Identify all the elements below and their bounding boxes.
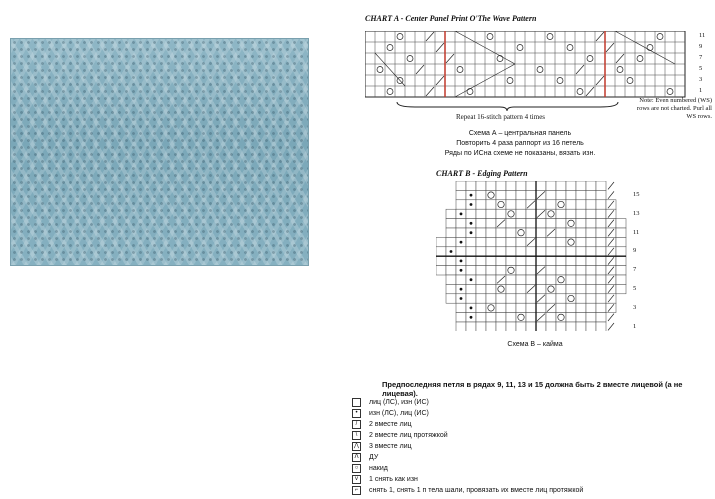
grid-cell xyxy=(526,266,536,275)
row-number: 15 xyxy=(633,191,640,198)
grid-cell xyxy=(456,275,466,284)
grid-cell xyxy=(566,303,576,312)
grid-cell xyxy=(516,237,526,246)
grid-cell xyxy=(576,266,586,275)
grid-cell xyxy=(576,190,586,199)
grid-cell xyxy=(596,181,606,190)
knitted-lace-photo xyxy=(10,38,309,266)
grid-cell xyxy=(566,247,576,256)
grid-cell xyxy=(556,294,566,303)
grid-cell xyxy=(456,200,466,209)
grid-cell xyxy=(616,247,626,256)
grid-cell xyxy=(556,256,566,265)
grid-cell xyxy=(446,219,456,228)
grid-cell xyxy=(456,190,466,199)
chart-a-ru-caption xyxy=(420,129,620,159)
grid-cell xyxy=(526,303,536,312)
grid-cell xyxy=(486,219,496,228)
grid-cell xyxy=(616,284,626,293)
grid-cell xyxy=(476,322,486,331)
grid-cell xyxy=(596,219,606,228)
grid-cell xyxy=(506,219,516,228)
grid-cell xyxy=(566,256,576,265)
slash-square-icon: / xyxy=(352,420,361,429)
grid-cell xyxy=(576,181,586,190)
legend-label: 1 снять как изн xyxy=(369,475,418,483)
grid-cell xyxy=(466,247,476,256)
purl-dot xyxy=(470,307,473,310)
grid-cell xyxy=(576,247,586,256)
grid-cell xyxy=(506,284,516,293)
grid-cell xyxy=(476,266,486,275)
grid-cell xyxy=(566,322,576,331)
grid-cell xyxy=(556,303,566,312)
grid-cell xyxy=(616,256,626,265)
grid-cell xyxy=(536,322,546,331)
grid-cell xyxy=(556,209,566,218)
grid-cell xyxy=(556,181,566,190)
grid-cell xyxy=(586,200,596,209)
row-number: 11 xyxy=(699,32,706,39)
legend-label: изн (ЛС), лиц (ИС) xyxy=(369,409,429,417)
grid-cell xyxy=(476,247,486,256)
note-line: Note: Even numbered (WS) xyxy=(639,97,712,104)
grid-cell xyxy=(556,284,566,293)
grid-cell xyxy=(576,200,586,209)
grid-cell xyxy=(576,303,586,312)
grid-cell xyxy=(556,266,566,275)
grid-cell xyxy=(576,228,586,237)
purl-dot xyxy=(470,194,473,197)
grid-cell xyxy=(616,266,626,275)
grid-cell xyxy=(546,219,556,228)
grid-cell xyxy=(516,200,526,209)
chart-a-grid xyxy=(365,31,695,101)
legend-item xyxy=(352,463,388,473)
grid-cell xyxy=(576,284,586,293)
grid-cell xyxy=(496,247,506,256)
empty-square-icon xyxy=(352,398,361,407)
grid-cell xyxy=(456,303,466,312)
grid-cell xyxy=(556,228,566,237)
grid-cell xyxy=(506,237,516,246)
legend-item xyxy=(352,485,583,495)
grid-cell xyxy=(446,275,456,284)
grid-cell xyxy=(616,237,626,246)
grid-cell xyxy=(586,275,596,284)
du-icon: ᐱ xyxy=(352,453,361,462)
legend-item xyxy=(352,408,429,418)
grid-cell xyxy=(456,219,466,228)
grid-cell xyxy=(616,219,626,228)
grid-cell xyxy=(536,247,546,256)
grid-cell xyxy=(536,228,546,237)
double-decrease-icon: ⋀ xyxy=(352,442,361,451)
grid-cell xyxy=(486,247,496,256)
grid-cell xyxy=(476,200,486,209)
grid-cell xyxy=(476,228,486,237)
grid-cell xyxy=(516,247,526,256)
grid-cell xyxy=(586,181,596,190)
grid-cell xyxy=(466,322,476,331)
grid-cell xyxy=(596,190,606,199)
grid-cell xyxy=(476,313,486,322)
grid-cell xyxy=(526,256,536,265)
grid-cell xyxy=(466,294,476,303)
purl-dot xyxy=(460,260,463,263)
grid-cell xyxy=(596,313,606,322)
note-line: WS rows. xyxy=(686,113,712,120)
repeat-label: Repeat 16-stitch pattern 4 times xyxy=(456,113,546,121)
grid-cell xyxy=(546,237,556,246)
purl-dot xyxy=(460,241,463,244)
chart-b-row-numbers xyxy=(632,181,646,331)
grid-cell xyxy=(516,294,526,303)
grid-cell xyxy=(456,228,466,237)
legend-item xyxy=(352,419,412,429)
grid-cell xyxy=(526,275,536,284)
grid-cell xyxy=(476,181,486,190)
purl-dot xyxy=(470,231,473,234)
slip-symbol xyxy=(608,323,614,330)
purl-dot xyxy=(460,213,463,216)
chart-a-title: CHART A - Center Panel Print O'The Wave Pattern xyxy=(365,14,537,23)
grid-cell xyxy=(596,303,606,312)
grid-cell xyxy=(476,275,486,284)
grid-cell xyxy=(516,266,526,275)
caption-line: Схема А – центральная панель xyxy=(468,130,572,137)
grid-cell xyxy=(506,228,516,237)
grid-cell xyxy=(446,284,456,293)
grid-cell xyxy=(486,322,496,331)
grid-cell xyxy=(576,256,586,265)
grid-cell xyxy=(576,322,586,331)
legend-item xyxy=(352,397,429,407)
yarn-over-icon: ○ xyxy=(352,464,361,473)
purl-dot xyxy=(470,203,473,206)
grid-cell xyxy=(496,190,506,199)
grid-cell xyxy=(566,181,576,190)
grid-cell xyxy=(546,247,556,256)
grid-cell xyxy=(516,181,526,190)
grid-cell xyxy=(586,190,596,199)
grid-cell xyxy=(496,322,506,331)
grid-cell xyxy=(596,228,606,237)
grid-cell xyxy=(496,228,506,237)
grid-cell xyxy=(596,256,606,265)
grid-cell xyxy=(566,209,576,218)
grid-cell xyxy=(526,228,536,237)
row-number: 9 xyxy=(699,43,703,50)
grid-cell xyxy=(616,228,626,237)
row-number: 5 xyxy=(699,65,703,72)
row-number: 1 xyxy=(633,322,637,330)
grid-cell xyxy=(496,313,506,322)
grid-cell xyxy=(486,237,496,246)
main-note: Предпоследняя петля в рядах 9, 11, 13 и 15 должна быть 2 вместе лицевой (а не лицевая). xyxy=(382,380,683,398)
grid-cell xyxy=(496,294,506,303)
grid-cell xyxy=(566,284,576,293)
grid-cell xyxy=(456,322,466,331)
purl-dot xyxy=(460,269,463,272)
grid-cell xyxy=(436,266,446,275)
grid-cell xyxy=(576,275,586,284)
grid-cell xyxy=(466,209,476,218)
grid-cell xyxy=(496,209,506,218)
legend-item xyxy=(352,441,412,451)
grid-cell xyxy=(506,200,516,209)
grid-cell xyxy=(586,303,596,312)
grid-cell xyxy=(486,313,496,322)
grid-cell xyxy=(596,275,606,284)
grid-cell xyxy=(516,256,526,265)
grid-cell xyxy=(596,209,606,218)
grid-cell xyxy=(476,284,486,293)
grid-cell xyxy=(456,313,466,322)
grid-cell xyxy=(436,237,446,246)
row-number: 7 xyxy=(699,54,703,61)
grid-cell xyxy=(556,322,566,331)
row-number: 7 xyxy=(633,266,637,274)
grid-cell xyxy=(546,256,556,265)
row-number: 3 xyxy=(699,76,703,83)
slip-symbol xyxy=(608,182,614,189)
grid-cell xyxy=(526,294,536,303)
slip-knit-icon: ⌐ xyxy=(352,486,361,495)
grid-cell xyxy=(546,275,556,284)
grid-cell xyxy=(526,322,536,331)
legend-item xyxy=(352,474,418,484)
caption-line: Ряды по ИСна схеме не показаны, вязать изн. xyxy=(444,150,596,157)
grid-cell xyxy=(496,266,506,275)
row-number: 1 xyxy=(699,87,703,94)
purl-dot xyxy=(460,297,463,300)
grid-cell xyxy=(566,190,576,199)
grid-cell xyxy=(476,209,486,218)
row-number: 9 xyxy=(633,247,637,255)
grid-cell xyxy=(506,303,516,312)
dot-square-icon: • xyxy=(352,409,361,418)
grid-cell xyxy=(486,256,496,265)
grid-cell xyxy=(566,275,576,284)
grid-cell xyxy=(506,247,516,256)
grid-cell xyxy=(466,237,476,246)
grid-cell xyxy=(596,200,606,209)
slip-symbol xyxy=(608,191,614,198)
grid-cell xyxy=(486,294,496,303)
grid-cell xyxy=(506,275,516,284)
grid-cell xyxy=(586,322,596,331)
legend-label: лиц (ЛС), изн (ИС) xyxy=(369,398,429,406)
grid-cell xyxy=(596,294,606,303)
grid-cell xyxy=(516,284,526,293)
grid-cell xyxy=(546,181,556,190)
grid-cell xyxy=(556,237,566,246)
grid-cell xyxy=(586,237,596,246)
grid-cell xyxy=(586,294,596,303)
row-number: 13 xyxy=(633,209,640,217)
note-line: rows are not charted. Purl all xyxy=(636,105,712,112)
grid-cell xyxy=(496,181,506,190)
grid-cell xyxy=(526,247,536,256)
grid-cell xyxy=(516,190,526,199)
lace-texture xyxy=(11,39,308,265)
chart-b-title: CHART B - Edging Pattern xyxy=(436,169,528,178)
grid-cell xyxy=(466,256,476,265)
purl-dot xyxy=(460,288,463,291)
grid-cell xyxy=(516,209,526,218)
grid-cell xyxy=(576,219,586,228)
grid-cell xyxy=(506,181,516,190)
grid-cell xyxy=(556,219,566,228)
grid-cell xyxy=(586,209,596,218)
purl-dot xyxy=(470,222,473,225)
grid-cell xyxy=(526,190,536,199)
grid-cell xyxy=(496,256,506,265)
grid-cell xyxy=(586,284,596,293)
grid-cell xyxy=(536,275,546,284)
legend-label: снять 1, снять 1 п тела шали, провязать их вместе лиц протяжкой xyxy=(369,486,584,494)
grid-cell xyxy=(536,303,546,312)
grid-cell xyxy=(566,266,576,275)
grid-cell xyxy=(536,181,546,190)
grid-cell xyxy=(536,256,546,265)
grid-cell xyxy=(486,209,496,218)
grid-cell xyxy=(486,228,496,237)
grid-cell xyxy=(486,275,496,284)
grid-cell xyxy=(446,237,456,246)
grid-cell xyxy=(596,322,606,331)
grid-cell xyxy=(446,256,456,265)
grid-cell xyxy=(586,256,596,265)
legend-label: 3 вместе лиц xyxy=(369,442,412,450)
grid-cell xyxy=(446,266,456,275)
purl-dot xyxy=(470,316,473,319)
grid-cell xyxy=(516,322,526,331)
grid-cell xyxy=(506,190,516,199)
chart-b-grid xyxy=(436,181,636,331)
grid-cell xyxy=(586,266,596,275)
grid-cell xyxy=(536,219,546,228)
legend-label: 2 вместе лиц xyxy=(369,420,412,428)
repeat-brace xyxy=(395,100,620,112)
grid-cell xyxy=(446,228,456,237)
backslash-square-icon: \ xyxy=(352,431,361,440)
chart-b-ru-caption: Схема В – кайма xyxy=(507,341,563,348)
grid-cell xyxy=(486,181,496,190)
slip-stitch-icon: v xyxy=(352,475,361,484)
grid-cell xyxy=(446,209,456,218)
grid-cell xyxy=(506,322,516,331)
grid-cell xyxy=(526,313,536,322)
chart-a-row-numbers xyxy=(697,31,711,101)
row-number: 11 xyxy=(633,228,640,236)
grid-cell xyxy=(536,200,546,209)
grid-cell xyxy=(546,266,556,275)
grid-cell xyxy=(546,313,556,322)
grid-cell xyxy=(596,284,606,293)
slip-symbol xyxy=(608,314,614,321)
grid-cell xyxy=(596,247,606,256)
grid-cell xyxy=(536,237,546,246)
grid-cell xyxy=(516,275,526,284)
grid-cell xyxy=(556,247,566,256)
grid-cell xyxy=(556,190,566,199)
grid-cell xyxy=(566,313,576,322)
grid-cell xyxy=(446,294,456,303)
grid-cell xyxy=(566,228,576,237)
grid-cell xyxy=(586,313,596,322)
grid-cell xyxy=(576,209,586,218)
purl-dot xyxy=(470,278,473,281)
grid-cell xyxy=(566,200,576,209)
grid-cell xyxy=(526,181,536,190)
legend-item xyxy=(352,452,378,462)
grid-cell xyxy=(516,219,526,228)
grid-cell xyxy=(546,190,556,199)
grid-cell xyxy=(456,181,466,190)
grid-cell xyxy=(456,247,466,256)
grid-cell xyxy=(496,303,506,312)
grid-cell xyxy=(546,322,556,331)
grid-cell xyxy=(526,219,536,228)
grid-cell xyxy=(586,228,596,237)
grid-cell xyxy=(576,237,586,246)
grid-cell xyxy=(586,247,596,256)
legend-label: ДУ xyxy=(369,453,379,461)
grid-cell xyxy=(496,237,506,246)
purl-dot xyxy=(450,250,453,253)
grid-cell xyxy=(526,209,536,218)
grid-cell xyxy=(486,284,496,293)
row-number: 3 xyxy=(633,303,637,311)
grid-cell xyxy=(596,237,606,246)
grid-cell xyxy=(596,266,606,275)
row-number: 5 xyxy=(633,285,637,292)
grid-cell xyxy=(436,256,446,265)
grid-cell xyxy=(486,200,496,209)
grid-cell xyxy=(466,181,476,190)
grid-cell xyxy=(466,266,476,275)
grid-cell xyxy=(476,303,486,312)
grid-cell xyxy=(476,294,486,303)
grid-cell xyxy=(616,275,626,284)
grid-cell xyxy=(516,303,526,312)
grid-cell xyxy=(476,219,486,228)
grid-cell xyxy=(436,247,446,256)
grid-cell xyxy=(506,313,516,322)
grid-cell xyxy=(576,313,586,322)
grid-cell xyxy=(476,190,486,199)
grid-cell xyxy=(586,219,596,228)
legend-label: 2 вместе лиц протяжкой xyxy=(369,431,448,439)
grid-cell xyxy=(486,266,496,275)
caption-line: Повторить 4 раза раппорт из 16 петель xyxy=(456,140,584,147)
grid-cell xyxy=(546,294,556,303)
grid-cell xyxy=(576,294,586,303)
grid-cell xyxy=(546,200,556,209)
legend-label: накид xyxy=(369,464,388,472)
grid-cell xyxy=(536,284,546,293)
grid-cell xyxy=(476,237,486,246)
grid-cell xyxy=(476,256,486,265)
chart-a-note xyxy=(600,97,712,121)
grid-cell xyxy=(506,294,516,303)
legend-item xyxy=(352,430,448,440)
grid-cell xyxy=(506,256,516,265)
grid-cell xyxy=(466,284,476,293)
